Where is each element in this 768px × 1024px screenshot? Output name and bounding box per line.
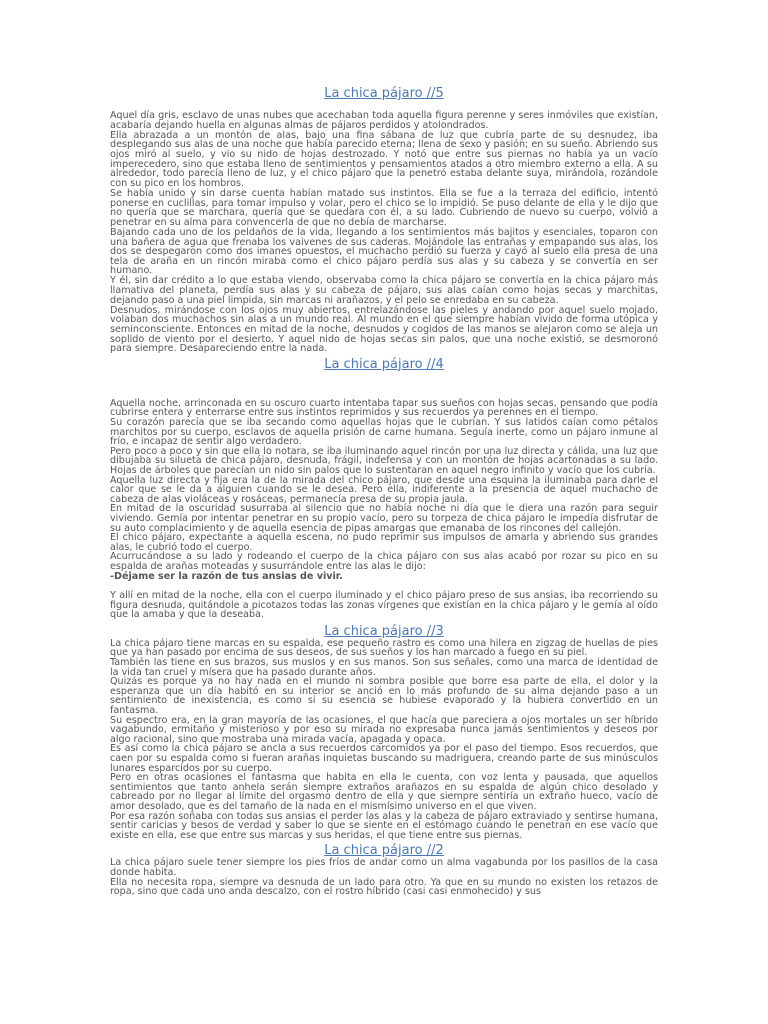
paragraph: Y allí en mitad de la noche, ella con el cuerpo iluminado y el chico pájaro preso de sus ansias, iba recorriendo su figura desnuda, quitándole a picotazos todas las zonas vírgenes que existían en la chica pájaro y le gemía al oído que la amaba y que la deseaba. bbox=[110, 590, 658, 621]
paragraph: La chica pájaro suele tener siempre los pies fríos de andar como un alma vagabunda por los pasillos de la casa donde habita. bbox=[110, 857, 658, 878]
document-page bbox=[110, 86, 658, 897]
paragraph: Pero poco a poco y sin que ella lo notara, se iba iluminando aquel rincón por una luz directa y cálida, una luz que dibujaba su silueta de chica pájaro, desnuda, frágil, indefensa y con un montón de hojas acartonadas a su lado. Hojas de árboles que parecían un nido sin palos que lo sustentaran en aquel negro infinito y vacío que los cubría. bbox=[110, 445, 658, 476]
section-title[interactable]: La chica pájaro //2 bbox=[324, 843, 444, 859]
paragraph: Aquella luz directa y fija era la de la mirada del chico pájaro, que desde una esquina la iluminaba para darle el calor que se le da a alguien cuando se le desea. Pero ella, indiferente a la presencia de aquel muchacho de cabeza de alas violáceas y rosáceas, permanecía presa de su propia jaula. bbox=[110, 474, 658, 505]
section-2 bbox=[110, 843, 658, 896]
paragraph: Por esa razón soñaba con todas sus ansias el perder las alas y la cabeza de pájaro extraviado y sentirse humana, sentir caricias y besos de verdad y saber lo que se siente en el estómago cuando le penetran en ese vacío que existe en ella, ese que entre sus marcas y sus heridas, el que tiene entre sus piernas. bbox=[110, 810, 658, 841]
section-5 bbox=[110, 86, 658, 354]
paragraph: Es así como la chica pájaro se ancla a sus recuerdos carcomidos ya por el paso del tiempo. Esos recuerdos, que caen por su espalda como si fueran arañas inquietas buscando su madriguera, creando parte de sus minúsculos lunares esparcidos por su cuerpo. bbox=[110, 743, 658, 774]
paragraph: Su espectro era, en la gran mayoría de las ocasiones, el que hacía que pareciera a ojos mortales un ser híbrido vagabundo, ermitaño y misterioso y por eso su mirada no expresaba nunca jamás sentimientos y deseos por algo racional, sino que mostraba una mirada vacía, apagada y opaca. bbox=[110, 714, 658, 745]
section-title[interactable]: La chica pájaro //3 bbox=[324, 623, 444, 639]
paragraph: Aquella noche, arrinconada en su oscuro cuarto intentaba tapar sus sueños con hojas secas, pensando que podía cubrirse entera y enterrarse entre sus instintos reprimidos y sus recuerdos ya perennes en el tiempo. bbox=[110, 397, 658, 419]
paragraph: También las tiene en sus brazos, sus muslos y en sus manos. Son sus señales, como una marca de identidad de la vida tan cruel y mísera que ha pasado durante años. bbox=[110, 657, 658, 678]
paragraph: Pero en otras ocasiones el fantasma que habita en ella le cuenta, con voz lenta y pausada, que aquellos sentimientos que tanto anhela serán siempre extraños arañazos en su espalda de algún chico desolado y cabreado por no llegar al límite del orgasmo dentro de ella y que siempre sentiría un extraño hueco, vacío de amor desolado, que es del tamaño de la nada en el mismísimo universo en el que viven. bbox=[110, 772, 658, 812]
paragraph: Aquel día gris, esclavo de unas nubes que acechaban toda aquella figura perenne y seres inmóviles que existían, acabaría dejando huella en algunas almas de pájaros perdidos y atolondrados. bbox=[110, 110, 658, 131]
paragraph: Desnudos, mirándose con los ojos muy abiertos, entrelazándose las pieles y andando por aquel suelo mojado, volaban dos muchachos sin alas a un mundo real. Al mundo en el que siempre habían vivido de forma utópica y seminconsciente. Entonces en mitad de la noche, desnudos y cogidos de las manos se alejaron como se aleja un soplido de viento por el desierto. Y aquel nido de hojas secas sin palos, que una noche existió, se desmoronó para siempre. Desapareciendo entre la nada. bbox=[110, 304, 658, 355]
paragraph: Su corazón parecía que se iba secando como aquellas hojas que le cubrían. Y sus latidos caían como pétalos marchitos por su cuerpo, esclavos de aquella prisión de carne humana. Seguía inerte, como un pájaro inmune al frío, e incapaz de sentir algo verdadero. bbox=[110, 417, 658, 448]
paragraph: La chica pájaro tiene marcas en su espalda, ese pequeño rastro es como una hilera en zigzag de huellas de pies que ya han pasado por encima de sus deseos, de sus sueños y los han marcado a fuego en su piel. bbox=[110, 637, 658, 659]
section-4 bbox=[110, 357, 658, 620]
paragraph: Bajando cada uno de los peldaños de la vida, llegando a los sentimientos más bajitos y esenciales, toparon con una bañera de agua que frenaba los vaivenes de sus caderas. Mojándole las entrañas y empapando sus alas, los dos se despegaron como dos imanes opuestos, el muchacho perdió su fuerza y cayó al suelo ella presa de una tela de araña en un rincón miraba como el chico pájaro perdía sus alas y su cabeza y se convertía en ser humano. bbox=[110, 226, 658, 277]
bold-dialogue-line: -Déjame ser la razón de tus ansias de vivir. bbox=[110, 570, 343, 582]
section-title[interactable]: La chica pájaro //5 bbox=[324, 86, 444, 101]
section-3 bbox=[110, 624, 658, 840]
paragraph: Acurrucándose a su lado y rodeando el cuerpo de la chica pájaro con sus alas acabó por rozar su pico en su espalda de arañas moteadas y susurrándole entre las alas le dijo: bbox=[110, 551, 658, 572]
paragraph: Ella abrazada a un montón de alas, bajo una fina sábana de luz que cubría parte de su desnudez, iba desplegando sus alas de una noche que había parecido eterna; llena de sexo y pasión; en su sueño. Abriendo sus ojos miró al suelo, y vio su nido de hojas destrozado. Y notó que entre sus piernas no había ya un vacío imperecedero, sino que estaba lleno de sentimientos y pensamientos atados a otro miembro externo a ella. A su alrededor, todo parecía lleno de luz, y el chico pájaro que la penetró estaba delante suya, mirándola, rozándole con su pico en los hombros. bbox=[110, 129, 658, 189]
paragraph: En mitad de la oscuridad susurraba al silencio que no había noche ni día que le diera una razón para seguir viviendo. Gemía por intentar penetrar en su propio vacío, pero su torpeza de chica pájaro le impedía disfrutar de su auto complacimiento y de aquella esencia de pipas amargas que emanaba de los rincones del callejón. bbox=[110, 503, 658, 534]
section-title[interactable]: La chica pájaro //4 bbox=[324, 356, 444, 372]
paragraph: Se había unido y sin darse cuenta habían matado sus instintos. Ella se fue a la terraza del edificio, intentó ponerse en cuclillas, para tomar impulso y volar, pero el chico se lo impidió. Se puso delante de ella y le dijo que no quería que se marchara, quería que se quedara con él, a su lado. Cubriendo de nuevo su cuerpo, volvió a penetrar en su alma para convencerla de que no debía de marcharse. bbox=[110, 187, 658, 228]
paragraph: El chico pájaro, expectante a aquella escena, no pudo reprimir sus impulsos de amarla y abriendo sus grandes alas, le cubrió todo el cuerpo. bbox=[110, 532, 658, 553]
paragraph: Ella no necesita ropa, siempre va desnuda de un lado para otro. Ya que en su mundo no existen los retazos de ropa, sino que cada uno anda descalzo, con el rostro híbrido (casi casi enmohecido) y sus bbox=[110, 876, 658, 898]
paragraph: Y él, sin dar crédito a lo que estaba viendo, observaba como la chica pájaro se convertía en la chica pájaro más llamativa del planeta, perdía sus alas y su cabeza de pájaro, sus alas caían como hojas secas y marchitas, dejando paso a una piel limpida, sin marcas ni arañazos, y el pelo se enredaba en su cabeza. bbox=[110, 275, 658, 306]
paragraph: Quizás es porque ya no hay nada en el mundo ni sombra posible que borre esa parte de ella, el dolor y la esperanza que un día habitó en su interior se anció en lo más profundo de su alma dejando paso a un sentimiento de inexistencia, es como si su esencia se hubiese evaporado y la hubiera convertido en un fantasma. bbox=[110, 676, 658, 717]
